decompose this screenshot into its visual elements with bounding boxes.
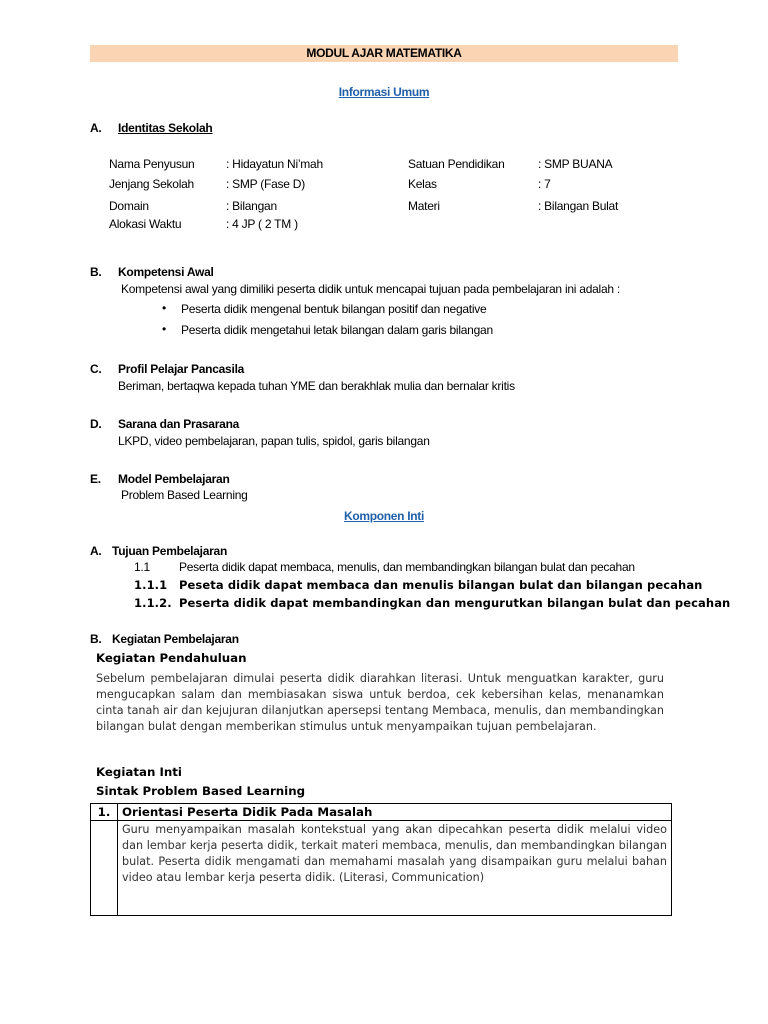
value-alokasi-waktu: : 4 JP ( 2 TM ) (226, 217, 298, 231)
value-kelas: : 7 (538, 177, 551, 191)
section-c-title: Profil Pelajar Pancasila (118, 362, 245, 376)
section-b-title: Kompetensi Awal (118, 265, 214, 279)
bullet-dot: • (162, 301, 167, 315)
model-text: Problem Based Learning (121, 488, 248, 502)
tujuan-num-2: 1.1.1 (134, 578, 168, 592)
value-domain: : Bilangan (226, 199, 277, 213)
kegiatan-letter: B. (90, 632, 102, 646)
label-jenjang-sekolah: Jenjang Sekolah (109, 177, 194, 191)
section-e-title: Model Pembelajaran (118, 472, 230, 486)
table-row (91, 804, 672, 821)
value-satuan-pendidikan: : SMP BUANA (538, 157, 613, 171)
value-jenjang-sekolah: : SMP (Fase D) (226, 177, 305, 191)
section-d-letter: D. (90, 417, 102, 431)
table-row (91, 821, 672, 916)
pendahuluan-title: Kegiatan Pendahuluan (96, 651, 247, 665)
sarana-text: LKPD, video pembelajaran, papan tulis, spidol, garis bilangan (118, 434, 430, 448)
tujuan-item-3: Peserta didik dapat membandingkan dan mengurutkan bilangan bulat dan pecahan (179, 596, 731, 610)
tujuan-letter: A. (90, 544, 102, 558)
informasi-umum-heading: Informasi Umum (338, 85, 430, 99)
label-satuan-pendidikan: Satuan Pendidikan (408, 157, 505, 171)
komponen-inti-heading: Komponen Inti (343, 509, 425, 523)
label-materi: Materi (408, 199, 440, 213)
label-nama-penyusun: Nama Penyusun (109, 157, 195, 171)
document-title: MODUL AJAR MATEMATIKA (306, 46, 462, 60)
kompetensi-bullet-1: Peserta didik mengenal bentuk bilangan positif dan negative (181, 302, 487, 316)
table-step-body: Guru menyampaikan masalah kontekstual yang akan dipecahkan peserta didik melalui video dan lembar kerja peserta didik, terkait materi membaca, menulis, dan membandingkan bilangan bulat. Peserta didik mengamati dan memahami masalah yang disampaikan guru melalui bahan video atau lembar kerja peserta didik. (Literasi, Communication) (118, 821, 672, 916)
section-a-letter: A. (90, 121, 102, 135)
kegiatan-title: Kegiatan Pembelajaran (112, 632, 239, 646)
table-step-heading: Orientasi Peserta Didik Pada Masalah (118, 804, 672, 821)
tujuan-title: Tujuan Pembelajaran (112, 544, 228, 558)
section-e-letter: E. (90, 472, 101, 486)
table-empty-cell (91, 821, 118, 916)
table-step-number: 1. (91, 804, 118, 821)
tujuan-num-1: 1.1 (134, 560, 150, 574)
sintak-title: Sintak Problem Based Learning (96, 784, 306, 798)
bullet-dot: • (162, 322, 167, 336)
kompetensi-intro: Kompetensi awal yang dimiliki peserta didik untuk mencapai tujuan pada pembelajaran ini adalah : (121, 282, 620, 296)
kompetensi-bullet-2: Peserta didik mengetahui letak bilangan dalam garis bilangan (181, 323, 493, 337)
profil-pelajar-text: Beriman, bertaqwa kepada tuhan YME dan berakhlak mulia dan bernalar kritis (118, 379, 515, 393)
section-d-title: Sarana dan Prasarana (118, 417, 240, 431)
section-a-title: Identitas Sekolah (118, 121, 213, 135)
tujuan-item-2: Peseta didik dapat membaca dan menulis bilangan bulat dan bilangan pecahan (179, 578, 703, 592)
value-nama-penyusun: : Hidayatun Ni’mah (226, 157, 323, 171)
label-domain: Domain (109, 199, 149, 213)
tujuan-item-1: Peserta didik dapat membaca, menulis, dan membandingkan bilangan bulat dan pecahan (179, 560, 635, 574)
value-materi: : Bilangan Bulat (538, 199, 619, 213)
pendahuluan-paragraph: Sebelum pembelajaran dimulai peserta didik diarahkan literasi. Untuk menguatkan karakter, guru mengucapkan salam dan membiasakan siswa untuk berdoa, cek kebersihan kelas, menanamkan cinta tanah air dan kejujuran dilanjutkan apersepsi tentang Membaca, menulis, dan membandingkan bilangan bulat dengan memberikan stimulus untuk menyampaikan tujuan pembelajaran. (96, 672, 664, 733)
sintak-table (90, 803, 672, 916)
section-b-letter: B. (90, 265, 102, 279)
label-kelas: Kelas (408, 177, 437, 191)
tujuan-num-3: 1.1.2. (134, 596, 172, 610)
section-c-letter: C. (90, 362, 102, 376)
kegiatan-inti-title: Kegiatan Inti (96, 765, 182, 779)
label-alokasi-waktu: Alokasi Waktu (109, 217, 182, 231)
